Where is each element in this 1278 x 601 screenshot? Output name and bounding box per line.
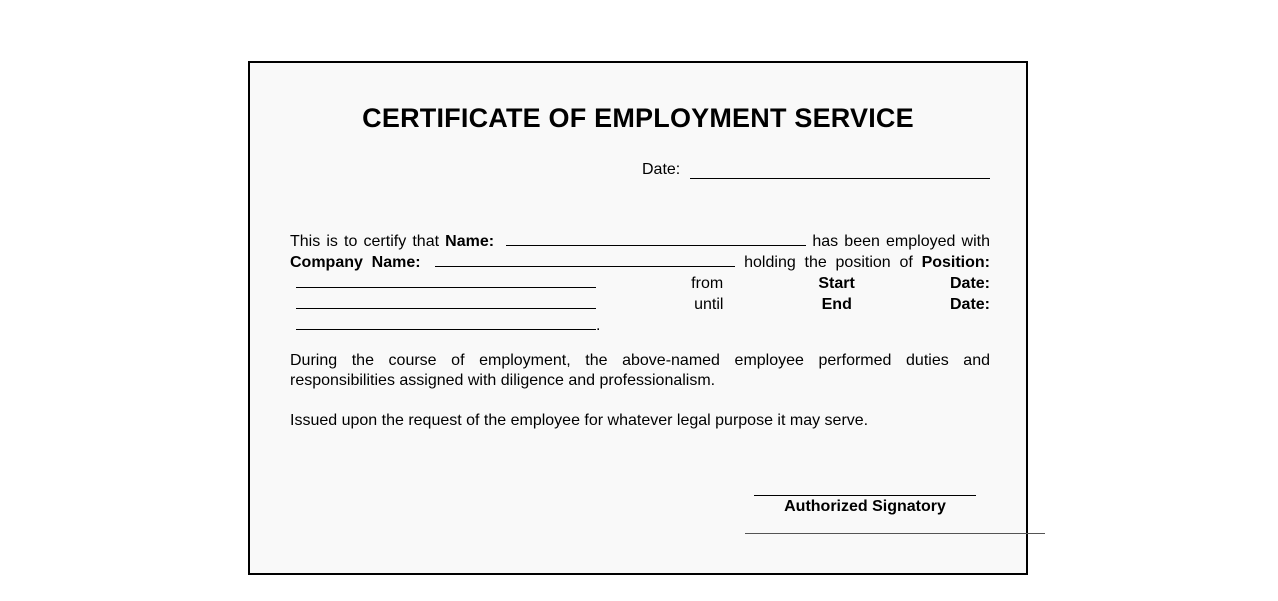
date-label: Date: (642, 161, 681, 178)
name-field[interactable] (506, 231, 806, 246)
signatory-label: Authorized Signatory (784, 498, 946, 515)
after-name-text: has been employed with (806, 233, 990, 250)
from-text: from (596, 275, 819, 292)
start-date-label: Date: (950, 275, 991, 292)
position-field[interactable] (296, 273, 596, 288)
certificate-title: CERTIFICATE OF EMPLOYMENT SERVICE (362, 103, 914, 133)
date-field[interactable] (690, 178, 990, 179)
until-text: until (596, 296, 822, 313)
start-label: Start (818, 275, 855, 292)
overflow-rule-line (745, 533, 1045, 534)
certificate-card (248, 61, 1028, 575)
signature-line[interactable] (754, 495, 976, 496)
end-date-field[interactable] (296, 315, 596, 330)
purpose-paragraph: Issued upon the request of the employee for whatever legal purpose it may serve. (290, 412, 869, 429)
period-text: . (596, 317, 601, 334)
intro-text: This is to certify that (290, 233, 446, 250)
name-label: Name: (445, 233, 495, 250)
end-date-label: Date: (949, 296, 990, 313)
company-name-field[interactable] (435, 252, 735, 267)
company-name-label: Company Name: (290, 254, 421, 271)
end-label: End (821, 296, 852, 313)
after-company-text: holding the position of (735, 254, 922, 271)
certification-paragraph (290, 231, 990, 336)
position-label: Position: (921, 254, 990, 271)
start-date-field[interactable] (296, 294, 596, 309)
date-row (642, 161, 990, 183)
duties-paragraph: During the course of employment, the above-named employee performed duties and responsibilities assigned with diligence and professionalism. (290, 352, 990, 389)
